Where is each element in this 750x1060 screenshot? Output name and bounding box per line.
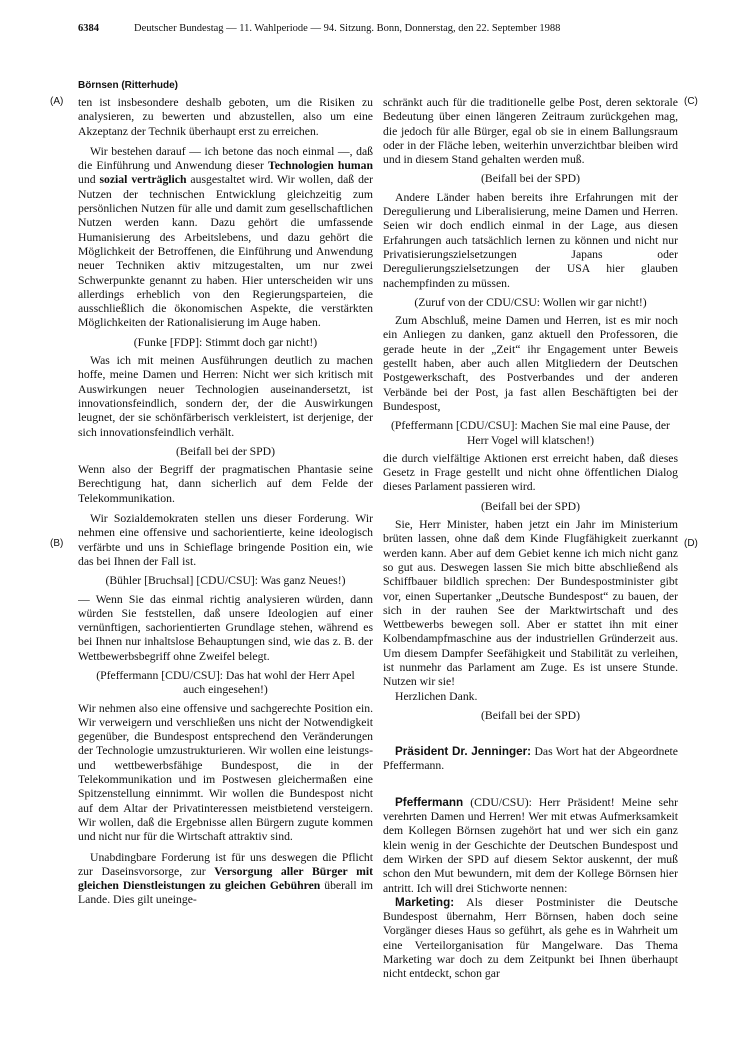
paragraph bbox=[383, 896, 678, 982]
paragraph: Wenn also der Begriff der pragmatischen Phantasie seine Berechtigung hat, dann sicherlich auf dem Felde der Telekommunikation. bbox=[78, 463, 373, 505]
paragraph: Andere Länder haben bereits ihre Erfahrungen mit der Deregulierung und Liberalisierung, meine Damen und Herren. Seien wir doch endlich einmal in der Lage, aus diesen Erfahrungen auch tatsächlich lernen zu können und nicht nur Privatisierungszielsetzungen Japans oder Deregulierungszielsetzungen der USA hier glauben nachempfinden zu müssen. bbox=[383, 190, 678, 290]
speaker-name: Präsident Dr. Jenninger: bbox=[395, 745, 532, 759]
paragraph: — Wenn Sie das einmal richtig analysieren würden, dann würden Sie feststellen, daß unsere Ideologien auf einer vernünftigen, sachorientierten Grundlage stehen, während es bei Ihnen nur inhaltslose Behauptungen sind, wie das z. B. der Wettbewerbsbegriff ohne Zweifel belegt. bbox=[78, 592, 373, 663]
paragraph: Herzlichen Dank. bbox=[395, 689, 478, 703]
running-head-title: Deutscher Bundestag — 11. Wahlperiode — 94. Sitzung. Bonn, Donnerstag, den 22. September 1988 bbox=[134, 23, 561, 34]
paragraph: Sie, Herr Minister, haben jetzt ein Jahr im Ministerium brüten lassen, ohne daß dem Kinde Flugfähigkeit zuerkannt werden kann. Aber auf dem Gebiet kenne ich mich nicht ganz so gut aus. Deswegen lassen Sie mich bitte abschließend als Schiffbauer bildlich sprechen: Der Bundespostminister gibt vor, einen Supertanker „Deutsche Bundespost“ zu bauen, der sich in der rauhen See der Marktwirtschaft und des Wettbewerbs bewegen soll. Aber er stattet ihn mit einer Kolbendampfmaschine aus der industriellen Gründerzeit aus. Um diesem Dampfer Seefähigkeit und Stabilität zu verleihen, ist nunmehr das Parlament am Zuge. Es ist unsere Stunde. Nutzen wir sie! bbox=[383, 518, 678, 689]
paragraph: Zum Abschluß, meine Damen und Herren, ist es mir noch ein Anliegen zu danken, ganz aktuell den Professoren, die gerade heute in der „Zeit“ ihr Engagement unter Beweis gestellt haben, aber auch allen Mitgliedern der Deutschen Postgewerkschaft, des Postverbandes und der anderen Verbände bei der Post, ja fast allen Beschäftigten bei der Bundespost, bbox=[383, 314, 678, 413]
paragraph: die durch vielfältige Aktionen erst erreicht haben, daß dieses Gesetz in Frage gestellt und nicht ohne öffentlichen Dialog dieses Parlament passieren wird. bbox=[383, 451, 678, 494]
president-statement bbox=[383, 745, 678, 774]
paragraph: Wir nehmen also eine offensive und sachgerechte Position ein. Wir verweigern und verschließen uns nicht der Notwendigkeit gegenüber, die Bundespost entsprechend den Veränderungen der Technologie umzustrukturieren. Wir wollen eine leistungs- und wettbewerbsfähige Bundespost, die in der Telekommunikation und im Postwesen gleichermaßen eine Spitzenstellung einnimmt. Wir wollen die Bundespost nicht auf dem Altar der Privatinteressen meistbietend versteigern. Wir wollen, daß die Ergebnisse allen Bürgern zugute kommen und nicht nur für die Wirtschaft attraktiv sind. bbox=[78, 701, 373, 844]
interjection: (Pfeffermann [CDU/CSU]: Machen Sie mal eine Pause, der Herr Vogel will klatschen!) bbox=[391, 419, 670, 447]
margin-marker-c: (C) bbox=[684, 96, 698, 107]
text-run: Unabdingbare Forderung ist für uns deswegen die Pflicht zur Daseinsvorsorge, zur bbox=[78, 850, 373, 878]
interjection: (Beifall bei der SPD) bbox=[481, 172, 580, 186]
text-run: und bbox=[78, 173, 100, 187]
paragraph bbox=[78, 851, 373, 908]
interjection: (Beifall bei der SPD) bbox=[481, 499, 580, 513]
paragraph: schränkt auch für die traditionelle gelbe Post, deren sektorale Bedeutung über einen längeren Zeitraum zurückgehen mag, die jedoch für alle Bürger, egal ob sie in einem Ballungsraum oder in der Fläche leben, weiterhin unverzichtbar bleiben wird und in diesem Stand gehalten werden muß. bbox=[383, 96, 678, 167]
paragraph: ten ist insbesondere deshalb geboten, um die Risiken zu analysieren, zu bewerten und abzustellen, also um eine Akzeptanz der Technik überhaupt erst zu erreichen. bbox=[78, 96, 373, 138]
text-run: überall im Lande. Dies gilt uneinge- bbox=[78, 879, 373, 907]
interjection: (Bühler [Bruchsal] [CDU/CSU]: Was ganz Neues!) bbox=[105, 574, 346, 588]
interjection: (Funke [FDP]: Stimmt doch gar nicht!) bbox=[133, 335, 318, 349]
interjection: (Zuruf von der CDU/CSU: Wollen wir gar nicht!) bbox=[414, 295, 647, 309]
bold-term: sozial verträglich bbox=[99, 173, 187, 187]
text-run: Das Wort hat der Abgeordnete Pfeffermann. bbox=[383, 745, 678, 773]
keyword: Marketing: bbox=[395, 895, 455, 909]
bold-term: Versorgung aller Bürger mit gleichen Dienstleistungen zu gleichen Gebühren bbox=[78, 864, 373, 893]
interjection: (Beifall bei der SPD) bbox=[481, 708, 580, 722]
speech-opening bbox=[383, 796, 678, 896]
text-run: (CDU/CSU): Herr Präsident! Meine sehr verehrten Damen und Herren! Wer mit etwas Aufmerksamkeit dem Kollegen Börnsen zugehört hat und wer sich ein ganz klein wenig in der Geschichte der Deutschen Bundespost und dem Wirken der SPD auf diesem Sektor auskennt, der muß schon den Mut bewundern, mit dem der Kollege Börnsen hier antritt. Ich will drei Stichworte nennen: bbox=[383, 795, 678, 895]
paragraph: Wir Sozialdemokraten stellen uns dieser Forderung. Wir nehmen eine offensive und sachorientierte, keine ideologisch verfärbte und uns in Schieflage bringende Position ein, wie das bei Ihnen der Fall ist. bbox=[78, 512, 373, 568]
speaker-line: Börnsen (Ritterhude) bbox=[78, 80, 178, 91]
bold-term: Technologien human bbox=[268, 159, 373, 173]
text-run: Wir bestehen darauf — ich betone das noch einmal —, daß die Einführung und Anwendung dieser bbox=[78, 144, 373, 173]
right-column bbox=[383, 96, 678, 1041]
margin-marker-d: (D) bbox=[684, 538, 698, 549]
interjection: (Beifall bei der SPD) bbox=[176, 444, 275, 458]
left-column bbox=[78, 96, 373, 1041]
running-header bbox=[78, 23, 678, 39]
page-number: 6384 bbox=[78, 23, 99, 34]
margin-marker-a: (A) bbox=[50, 96, 64, 107]
interjection: (Pfeffermann [CDU/CSU]: Das hat wohl der Herr Apel auch eingesehen!) bbox=[96, 668, 355, 697]
paragraph bbox=[78, 145, 373, 331]
margin-marker-b: (B) bbox=[50, 538, 64, 549]
text-run: ausgestaltet wird. Wir wollen, daß der Nutzen der technischen Entwicklung gleichzeitig zum persönlichen Nutzen für alle und damit zum gesellschaftlichen Nutzen werden kann. Dazu gehört die umfassende Humanisierung des Arbeitslebens, und dazu gehört die Möglichkeit der Betroffenen, die Einführung und Anwendung neuer Techniken aktiv mitzugestalten, um nur zwei Schwerpunkte genannt zu haben. Hier unterscheiden wir uns allerdings erheblich von den Regierungsparteien, die ausschließlich die ökonomischen Aspekte, die verstärkten Möglichkeiten der Rationalisierung im Auge haben. bbox=[78, 173, 373, 330]
speaker-name: Pfeffermann bbox=[395, 795, 464, 809]
paragraph: Was ich mit meinen Ausführungen deutlich zu machen hoffe, meine Damen und Herren: Nicht wer sich kritisch mit Auswirkungen neuer Technologien auseinandersetzt, ist innovationsfeindlich, sondern der, der die Auswirkungen leugnet, der sie schönfärberisch verkleistert, ist derjenige, der sich innovationsfeindlich verhält. bbox=[78, 354, 373, 439]
text-run: Als dieser Postminister die Deutsche Bundespost übernahm, Herr Börnsen, haben doch seine Vorgänger dieses Haus so geführt, als gehe es in Wahrheit um eine Verteilorganisation für Mangelware. Das Thema Marketing war doch zu dem Zeitpunkt bei Ihnen überhaupt nicht entdeckt, schon gar bbox=[383, 895, 678, 981]
